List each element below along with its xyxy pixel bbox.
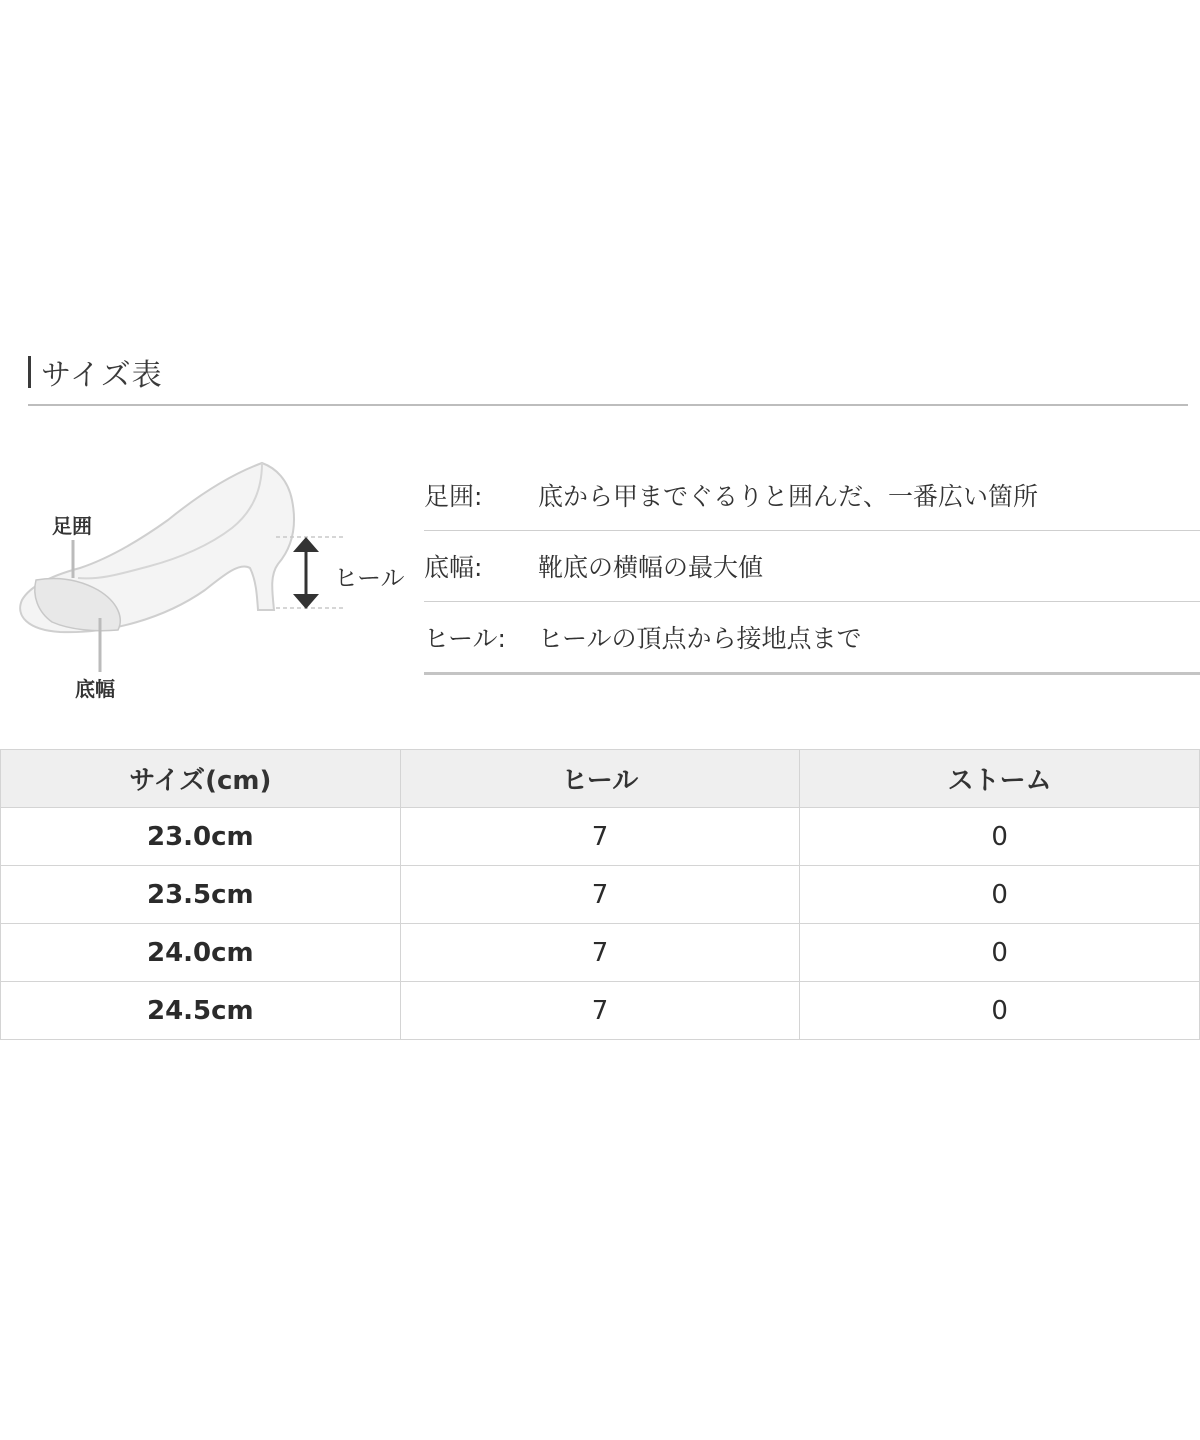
table-row bbox=[1, 982, 1200, 1040]
shoe-diagram bbox=[0, 440, 420, 720]
table-row bbox=[1, 866, 1200, 924]
size-cell: 23.0cm bbox=[1, 808, 401, 866]
definition-term: 足囲: bbox=[424, 482, 483, 511]
storm-cell: 0 bbox=[800, 808, 1200, 866]
size-cell: 24.5cm bbox=[1, 982, 401, 1040]
heel-label: ヒール bbox=[334, 564, 405, 592]
heel-height-arrow-icon bbox=[293, 537, 319, 609]
definition-description: 底から甲までぐるりと囲んだ、一番広い箇所 bbox=[538, 482, 1039, 511]
size-table bbox=[0, 749, 1200, 1040]
storm-cell: 0 bbox=[800, 924, 1200, 982]
heel-cell: 7 bbox=[400, 866, 800, 924]
table-header-row bbox=[1, 750, 1200, 808]
definitions-list bbox=[424, 460, 1200, 675]
definition-description: 靴底の横幅の最大値 bbox=[538, 553, 764, 582]
definition-row bbox=[424, 460, 1200, 531]
storm-cell: 0 bbox=[800, 866, 1200, 924]
column-header-heel: ヒール bbox=[400, 750, 800, 808]
table-row bbox=[1, 924, 1200, 982]
sokohaba-label: 底幅 bbox=[75, 677, 115, 701]
heel-cell: 7 bbox=[400, 808, 800, 866]
ashimawari-label: 足囲 bbox=[52, 514, 92, 538]
definition-term: ヒール: bbox=[424, 624, 506, 653]
heading-divider bbox=[28, 404, 1188, 406]
page-title: サイズ表 bbox=[41, 358, 163, 393]
table-row bbox=[1, 808, 1200, 866]
size-cell: 23.5cm bbox=[1, 866, 401, 924]
definition-row bbox=[424, 602, 1200, 675]
size-cell: 24.0cm bbox=[1, 924, 401, 982]
heading-accent-bar bbox=[28, 356, 31, 388]
section-heading bbox=[28, 352, 163, 392]
definition-row bbox=[424, 531, 1200, 602]
heel-cell: 7 bbox=[400, 982, 800, 1040]
column-header-storm: ストーム bbox=[800, 750, 1200, 808]
column-header-size: サイズ(cm) bbox=[1, 750, 401, 808]
storm-cell: 0 bbox=[800, 982, 1200, 1040]
definition-term: 底幅: bbox=[424, 553, 483, 582]
definition-description: ヒールの頂点から接地点まで bbox=[538, 624, 862, 653]
heel-cell: 7 bbox=[400, 924, 800, 982]
